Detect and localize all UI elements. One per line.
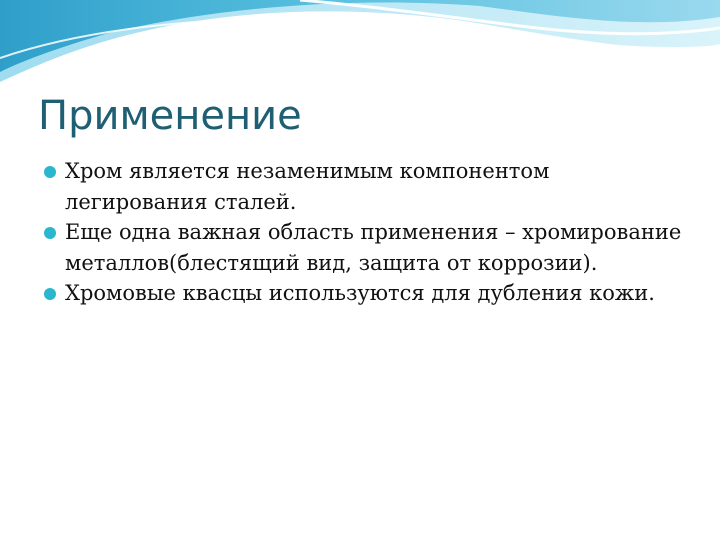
bullet-item bbox=[44, 278, 694, 309]
slide-title: Применение bbox=[38, 93, 302, 139]
bullet-dot-icon bbox=[44, 288, 56, 300]
bullet-item bbox=[44, 156, 694, 217]
bullet-text: Хромовые квасцы используются для дубления кожи. bbox=[65, 281, 655, 305]
bullet-item bbox=[44, 217, 694, 278]
bullet-list bbox=[44, 156, 694, 309]
bullet-text: Еще одна важная область применения – хромирование металлов(блестящий вид, защита от коррозии). bbox=[65, 220, 682, 275]
bullet-dot-icon bbox=[44, 227, 56, 239]
bullet-text: Хром является незаменимым компонентом легирования сталей. bbox=[65, 159, 550, 214]
bullet-dot-icon bbox=[44, 166, 56, 178]
